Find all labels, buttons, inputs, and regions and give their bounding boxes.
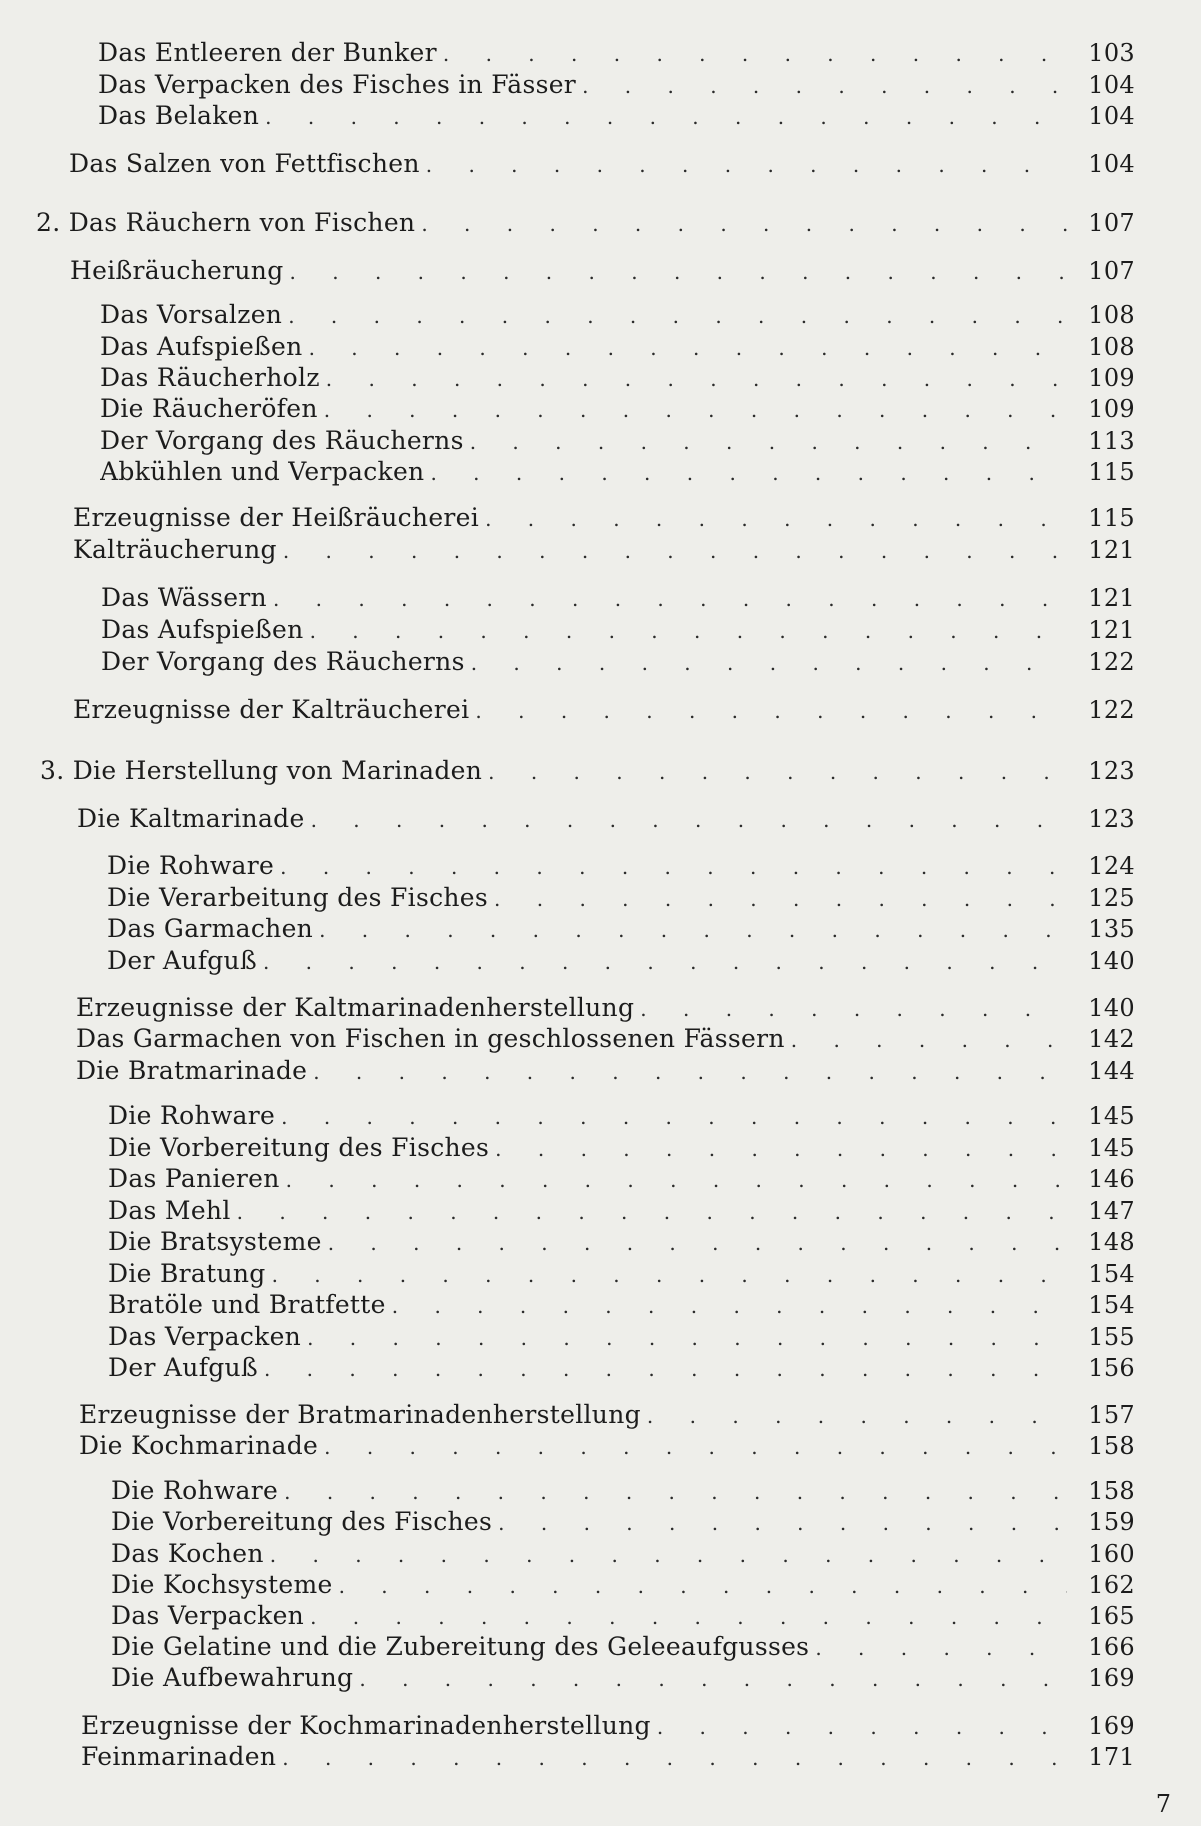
toc-entry — [36, 208, 1135, 240]
dot-leader — [313, 1060, 1067, 1084]
toc-entry — [100, 332, 1135, 364]
entry-page: 142 — [1088, 1025, 1135, 1053]
entry-title: Die Gelatine und die Zubereitung des Geleeaufgusses — [111, 1632, 810, 1661]
entry-title: Die Bratmarinade — [76, 1056, 308, 1085]
toc-entry — [108, 1353, 1135, 1385]
entry-page: 107 — [1088, 209, 1135, 237]
dot-leader — [319, 918, 1067, 942]
dot-leader — [339, 1574, 1067, 1598]
entry-page: 121 — [1088, 536, 1135, 564]
dot-leader — [328, 1231, 1067, 1255]
dot-leader — [310, 1605, 1067, 1629]
entry-title: Kalträucherung — [73, 535, 277, 564]
entry-page: 140 — [1088, 947, 1135, 975]
entry-title: Die Bratsysteme — [108, 1227, 322, 1256]
entry-page: 123 — [1088, 757, 1135, 785]
entry-title: Die Kochsysteme — [111, 1570, 333, 1599]
entry-page: 121 — [1088, 616, 1135, 644]
entry-title: Die Vorbereitung des Fisches — [111, 1507, 493, 1536]
toc-entry — [100, 300, 1135, 332]
toc-entry — [77, 804, 1135, 836]
entry-title: Das Kochen — [111, 1539, 264, 1568]
dot-leader — [309, 336, 1067, 360]
entry-page: 103 — [1088, 39, 1135, 67]
toc-entry — [79, 1400, 1135, 1432]
entry-page: 154 — [1088, 1291, 1135, 1319]
toc-entry — [108, 1101, 1135, 1133]
dot-leader — [582, 74, 1067, 98]
entry-page: 169 — [1088, 1664, 1135, 1692]
entry-page: 148 — [1088, 1228, 1135, 1256]
dot-leader — [280, 855, 1067, 879]
entry-title: Die Verarbeitung des Fisches — [107, 883, 489, 912]
entry-page: 108 — [1088, 333, 1135, 361]
toc-entry — [79, 1431, 1135, 1463]
toc-entry — [111, 1539, 1135, 1571]
dot-leader — [307, 1326, 1067, 1350]
dot-leader — [273, 587, 1067, 611]
entry-title: Die Vorbereitung des Fisches — [108, 1133, 490, 1162]
entry-title: Das Verpacken — [108, 1322, 302, 1351]
dot-leader — [430, 461, 1067, 485]
entry-page: 107 — [1088, 257, 1135, 285]
toc-entry — [73, 695, 1135, 727]
toc-entry — [108, 1196, 1135, 1228]
entry-title: Bratöle und Bratfette — [108, 1290, 386, 1319]
entry-page: 121 — [1088, 584, 1135, 612]
entry-title: Erzeugnisse der Kalträucherei — [73, 695, 470, 724]
entry-page: 146 — [1088, 1165, 1135, 1193]
entry-title: Die Kochmarinade — [79, 1431, 319, 1460]
dot-leader — [283, 539, 1067, 563]
toc-entry — [98, 101, 1135, 133]
entry-title: Das Aufspießen — [101, 615, 304, 644]
dot-leader — [288, 304, 1067, 328]
dot-leader — [475, 699, 1067, 723]
dot-leader — [310, 619, 1067, 643]
dot-leader — [498, 1511, 1067, 1535]
entry-title: Das Entleeren der Bunker — [98, 38, 437, 67]
entry-page: 160 — [1088, 1540, 1135, 1568]
entry-title: Erzeugnisse der Heißräucherei — [73, 503, 480, 532]
entry-title: Die Kaltmarinade — [77, 804, 305, 833]
entry-page: 115 — [1088, 458, 1135, 486]
dot-leader — [815, 1636, 1067, 1660]
entry-page: 109 — [1088, 364, 1135, 392]
entry-title: Die Rohware — [108, 1101, 276, 1130]
dot-leader — [657, 1715, 1067, 1739]
entry-title: Erzeugnisse der Bratmarinadenherstellung — [79, 1400, 641, 1429]
toc-entry — [107, 851, 1135, 883]
entry-title: Der Vorgang des Räucherns — [100, 426, 464, 455]
entry-title: Feinmarinaden — [81, 1742, 277, 1771]
dot-leader — [443, 42, 1067, 66]
dot-leader — [495, 1137, 1067, 1161]
entry-title: Das Garmachen von Fischen in geschlossenen Fässern — [76, 1024, 785, 1053]
entry-page: 157 — [1088, 1401, 1135, 1429]
entry-page: 145 — [1088, 1102, 1135, 1130]
toc-entry — [81, 1742, 1135, 1774]
entry-title: Das Aufspießen — [100, 332, 303, 361]
toc-entry — [81, 1711, 1135, 1743]
toc-entry — [107, 883, 1135, 915]
entry-title: Heißräucherung — [70, 256, 284, 285]
dot-leader — [284, 1480, 1067, 1504]
entry-title: Die Rohware — [107, 851, 275, 880]
entry-page: 123 — [1088, 805, 1135, 833]
entry-page: 122 — [1088, 696, 1135, 724]
dot-leader — [326, 367, 1067, 391]
entry-page: 115 — [1088, 504, 1135, 532]
dot-leader — [647, 1404, 1067, 1428]
entry-title: Der Aufguß — [108, 1353, 258, 1382]
toc-entry — [111, 1507, 1135, 1539]
entry-title: Das Garmachen — [107, 914, 314, 943]
toc-entry — [101, 583, 1135, 615]
toc-entry — [73, 535, 1135, 567]
toc-entry — [111, 1632, 1135, 1664]
dot-leader — [272, 1263, 1067, 1287]
dot-leader — [791, 1028, 1067, 1052]
dot-leader — [426, 153, 1067, 177]
entry-title: Der Aufguß — [107, 946, 257, 975]
entry-page: 158 — [1088, 1477, 1135, 1505]
dot-leader — [488, 760, 1067, 784]
entry-page: 104 — [1088, 71, 1135, 99]
dot-leader — [263, 950, 1067, 974]
toc-entry — [108, 1164, 1135, 1196]
toc-entry — [100, 363, 1135, 395]
entry-title: Das Salzen von Fettfischen — [69, 149, 420, 178]
entry-title: Abkühlen und Verpacken — [100, 457, 425, 486]
dot-leader — [494, 887, 1067, 911]
dot-leader — [265, 105, 1067, 129]
toc-entry — [111, 1476, 1135, 1508]
toc-entry — [111, 1570, 1135, 1602]
entry-page: 155 — [1088, 1323, 1135, 1351]
entry-title: 2. Das Räuchern von Fischen — [36, 208, 416, 237]
dot-leader — [640, 997, 1067, 1021]
entry-page: 104 — [1088, 102, 1135, 130]
dot-leader — [282, 1746, 1067, 1770]
toc-entry — [111, 1663, 1135, 1695]
toc-entry — [76, 993, 1135, 1025]
entry-page: 169 — [1088, 1712, 1135, 1740]
dot-leader — [485, 507, 1067, 531]
entry-page: 135 — [1088, 915, 1135, 943]
entry-page: 147 — [1088, 1197, 1135, 1225]
toc-entry — [108, 1290, 1135, 1322]
entry-page: 154 — [1088, 1260, 1135, 1288]
entry-title: 3. Die Herstellung von Marinaden — [40, 756, 483, 785]
entry-title: Das Wässern — [101, 583, 267, 612]
toc-entry — [98, 70, 1135, 102]
dot-leader — [281, 1105, 1067, 1129]
entry-title: Erzeugnisse der Kochmarinadenherstellung — [81, 1711, 651, 1740]
toc-entry — [98, 38, 1135, 70]
entry-page: 109 — [1088, 395, 1135, 423]
entry-page: 171 — [1088, 1743, 1135, 1771]
entry-page: 159 — [1088, 1508, 1135, 1536]
entry-page: 140 — [1088, 994, 1135, 1022]
toc-entry — [101, 647, 1135, 679]
entry-title: Die Räucheröfen — [100, 394, 318, 423]
dot-leader — [324, 1435, 1067, 1459]
toc-entry — [73, 503, 1135, 535]
entry-page: 144 — [1088, 1057, 1135, 1085]
entry-page: 162 — [1088, 1571, 1135, 1599]
entry-page: 104 — [1088, 150, 1135, 178]
entry-page: 113 — [1088, 427, 1135, 455]
dot-leader — [311, 808, 1067, 832]
toc-entry — [108, 1259, 1135, 1291]
dot-leader — [264, 1357, 1067, 1381]
entry-title: Das Räucherholz — [100, 363, 320, 392]
toc-entry — [69, 149, 1135, 181]
toc-entry — [70, 256, 1135, 288]
toc-entry — [100, 394, 1135, 426]
toc-entry — [100, 426, 1135, 458]
entry-page: 165 — [1088, 1602, 1135, 1630]
entry-title: Das Panieren — [108, 1164, 280, 1193]
toc-entry — [100, 457, 1135, 489]
entry-title: Das Vorsalzen — [100, 300, 283, 329]
entry-title: Das Belaken — [98, 101, 260, 130]
dot-leader — [286, 1168, 1067, 1192]
entry-title: Das Verpacken — [111, 1601, 305, 1630]
toc-entry — [107, 946, 1135, 978]
dot-leader — [324, 398, 1067, 422]
entry-page: 108 — [1088, 301, 1135, 329]
dot-leader — [471, 651, 1067, 675]
dot-leader — [237, 1200, 1067, 1224]
entry-page: 158 — [1088, 1432, 1135, 1460]
entry-page: 125 — [1088, 884, 1135, 912]
entry-page: 156 — [1088, 1354, 1135, 1382]
toc-entry — [108, 1133, 1135, 1165]
toc-entry — [107, 914, 1135, 946]
toc-entry — [111, 1601, 1135, 1633]
entry-title: Das Verpacken des Fisches in Fässer — [98, 70, 577, 99]
entry-title: Erzeugnisse der Kaltmarinadenherstellung — [76, 993, 635, 1022]
entry-page: 166 — [1088, 1633, 1135, 1661]
toc-entry — [108, 1227, 1135, 1259]
toc-entry — [76, 1024, 1135, 1056]
toc-entry — [76, 1056, 1135, 1088]
dot-leader — [421, 212, 1067, 236]
dot-leader — [270, 1543, 1067, 1567]
entry-title: Die Bratung — [108, 1259, 266, 1288]
dot-leader — [359, 1667, 1067, 1691]
page-number: 7 — [1155, 1790, 1171, 1818]
entry-title: Die Rohware — [111, 1476, 279, 1505]
toc-entry — [108, 1322, 1135, 1354]
dot-leader — [290, 260, 1067, 284]
entry-page: 124 — [1088, 852, 1135, 880]
dot-leader — [392, 1294, 1067, 1318]
toc-entry — [101, 615, 1135, 647]
entry-page: 145 — [1088, 1134, 1135, 1162]
entry-title: Die Aufbewahrung — [111, 1663, 354, 1692]
toc-entry — [40, 756, 1135, 788]
entry-title: Das Mehl — [108, 1196, 231, 1225]
entry-title: Der Vorgang des Räucherns — [101, 647, 465, 676]
entry-page: 122 — [1088, 648, 1135, 676]
dot-leader — [470, 430, 1067, 454]
